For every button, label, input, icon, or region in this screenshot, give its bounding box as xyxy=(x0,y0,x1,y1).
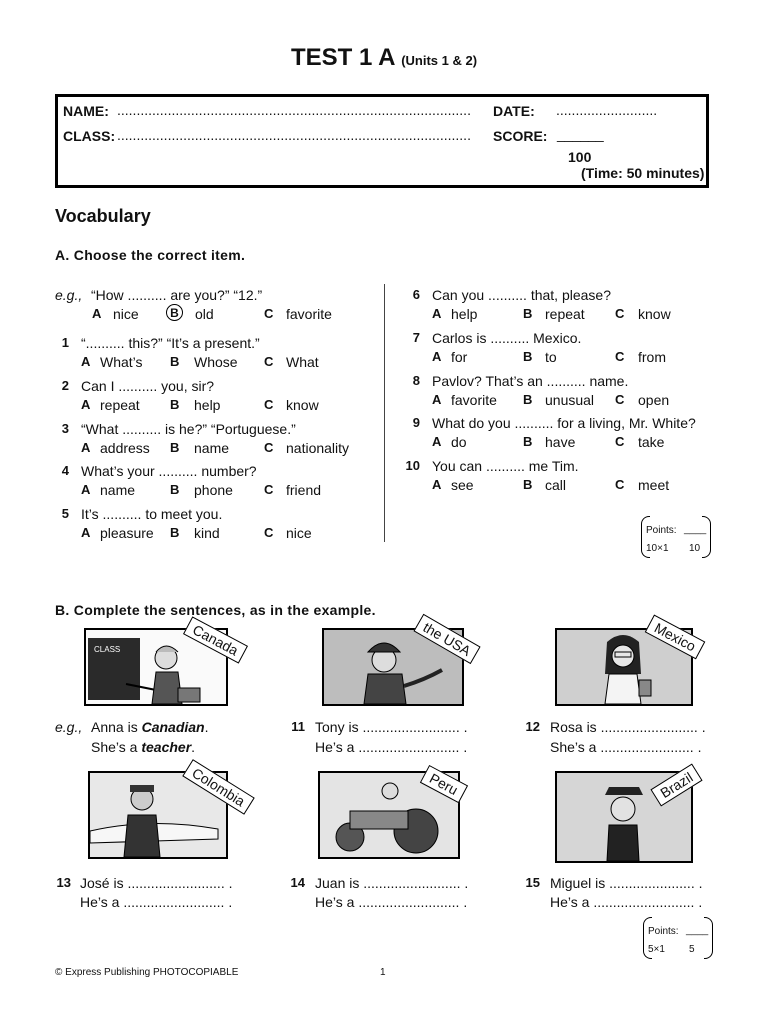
option-letter[interactable]: A xyxy=(432,477,442,492)
column-divider xyxy=(384,284,385,542)
time-limit: (Time: 50 minutes) xyxy=(581,165,705,181)
example-option-b: old xyxy=(195,306,214,322)
option-letter[interactable]: A xyxy=(81,482,91,497)
circled-answer-icon: B xyxy=(166,304,183,321)
sentence-line1[interactable]: Rosa is ......................... . xyxy=(550,719,706,735)
footer-copyright: © Express Publishing PHOTOCOPIABLE xyxy=(55,967,239,978)
option-letter[interactable]: A xyxy=(81,354,91,369)
option-text[interactable]: nationality xyxy=(286,440,350,456)
option-letter[interactable]: B xyxy=(170,354,180,369)
points-label: Points: xyxy=(648,926,679,937)
question-number: 2 xyxy=(61,378,69,393)
points-total: 10 xyxy=(689,543,701,554)
question-text: Can you .......... that, please? xyxy=(432,287,611,303)
question-text: What’s your .......... number? xyxy=(81,463,257,479)
example-option-b-circled xyxy=(166,304,183,322)
option-text[interactable]: kind xyxy=(194,525,220,541)
option-letter[interactable]: B xyxy=(170,482,180,497)
example-b-line2 xyxy=(91,739,195,755)
part-a-heading: A. Choose the correct item. xyxy=(55,247,246,263)
name-label: NAME: xyxy=(63,103,109,119)
question-number: 1 xyxy=(61,335,69,350)
example-option-c: favorite xyxy=(286,306,332,322)
option-text[interactable]: nice xyxy=(286,525,312,541)
points-calc: 5×1 xyxy=(648,944,665,955)
option-text[interactable]: do xyxy=(451,434,467,450)
question-text: Can I .......... you, sir? xyxy=(81,378,215,394)
option-text[interactable]: phone xyxy=(194,482,233,498)
question-number: 5 xyxy=(61,506,69,521)
points-box-a xyxy=(641,516,711,558)
option-letter[interactable]: B xyxy=(523,306,533,321)
country-tag-colombia: Colombia xyxy=(182,759,255,815)
question-number: 7 xyxy=(412,330,420,345)
option-letter[interactable]: B xyxy=(170,525,180,540)
question-number: 15 xyxy=(525,875,540,890)
example-b-line1-end: . xyxy=(204,719,209,735)
footer-page-number: 1 xyxy=(380,967,386,978)
score-label: SCORE: xyxy=(493,128,548,144)
question-number: 12 xyxy=(525,719,540,734)
example-option-a-letter: A xyxy=(92,306,102,321)
section-title: Vocabulary xyxy=(55,206,151,226)
example-question: “How .......... are you?” “12.” xyxy=(91,287,263,303)
option-letter[interactable]: C xyxy=(615,349,625,364)
points-total: 5 xyxy=(689,944,695,955)
part-b-heading: B. Complete the sentences, as in the example. xyxy=(55,602,376,618)
sentence-line2[interactable]: He’s a .......................... . xyxy=(315,739,468,755)
option-letter[interactable]: B xyxy=(523,477,533,492)
option-text[interactable]: Whose xyxy=(194,354,238,370)
points-blank[interactable]: ____ xyxy=(686,925,709,936)
country-tag-brazil: Brazil xyxy=(650,764,702,807)
question-text: “What .......... is he?” “Portuguese.” xyxy=(81,421,296,437)
option-letter[interactable]: B xyxy=(523,349,533,364)
name-field[interactable]: ........................................................................................... xyxy=(117,102,471,118)
option-text[interactable]: know xyxy=(286,397,319,413)
option-text[interactable]: What xyxy=(286,354,319,370)
option-letter[interactable]: A xyxy=(432,434,442,449)
option-text[interactable]: name xyxy=(194,440,230,456)
option-letter[interactable]: B xyxy=(170,397,180,412)
option-letter[interactable]: C xyxy=(615,434,625,449)
question-text: You can .......... me Tim. xyxy=(432,458,579,474)
date-field[interactable]: .......................... xyxy=(556,102,658,118)
sentence-line1[interactable]: Juan is ......................... . xyxy=(315,875,469,891)
sentence-line1[interactable]: Miguel is ...................... . xyxy=(550,875,703,891)
sentence-line1[interactable]: José is ......................... . xyxy=(80,875,233,891)
option-text[interactable]: repeat xyxy=(545,306,585,322)
class-label: CLASS: xyxy=(63,128,116,144)
date-label: DATE: xyxy=(493,103,535,119)
example-b-line2-text: She’s a xyxy=(91,739,142,755)
option-letter[interactable]: A xyxy=(81,440,91,455)
score-total: 100 xyxy=(568,149,592,165)
example-option-c-letter: C xyxy=(264,306,274,321)
example-label: e.g., xyxy=(55,287,83,303)
question-text: What do you .......... for a living, Mr. White? xyxy=(432,415,696,431)
option-letter[interactable]: A xyxy=(81,397,91,412)
option-letter[interactable]: A xyxy=(432,306,442,321)
option-letter[interactable]: A xyxy=(432,349,442,364)
option-letter[interactable]: A xyxy=(81,525,91,540)
score-field[interactable]: ______ xyxy=(557,126,604,142)
country-tag-canada: Canada xyxy=(183,616,248,663)
sentence-line2[interactable]: She’s a ........................ . xyxy=(550,739,702,755)
example-b-line1-text: Anna is xyxy=(91,719,142,735)
question-number: 9 xyxy=(412,415,420,430)
sentence-line2[interactable]: He’s a .......................... . xyxy=(315,894,468,910)
points-box-b xyxy=(643,917,713,959)
question-number: 3 xyxy=(61,421,69,436)
option-letter[interactable]: C xyxy=(264,397,274,412)
option-text[interactable]: address xyxy=(100,440,150,456)
option-letter[interactable]: C xyxy=(615,392,625,407)
country-tag-peru: Peru xyxy=(420,765,468,803)
country-tag-usa: the USA xyxy=(413,614,480,664)
sentence-line2[interactable]: He’s a .......................... . xyxy=(80,894,233,910)
points-label: Points: xyxy=(646,525,677,536)
option-text[interactable]: see xyxy=(451,477,474,493)
question-number: 13 xyxy=(56,875,71,890)
country-tag-mexico: Mexico xyxy=(645,614,706,659)
points-blank[interactable]: ____ xyxy=(684,524,707,535)
option-letter[interactable]: C xyxy=(264,482,274,497)
title-main: TEST 1 A xyxy=(290,44,395,71)
option-text[interactable]: friend xyxy=(286,482,322,498)
points-calc: 10×1 xyxy=(646,543,669,554)
example-b-answer-nationality: Canadian xyxy=(141,719,205,735)
question-number: 6 xyxy=(412,287,420,302)
option-text[interactable]: favorite xyxy=(451,392,497,408)
option-text[interactable]: for xyxy=(451,349,468,365)
example-b-label: e.g., xyxy=(55,719,83,735)
question-text: It’s .......... to meet you. xyxy=(81,506,223,522)
question-number: 4 xyxy=(61,463,69,478)
question-text: Pavlov? That’s an .......... name. xyxy=(432,373,629,389)
option-text[interactable]: pleasure xyxy=(100,525,154,541)
option-text[interactable]: know xyxy=(638,306,671,322)
class-field[interactable]: ........................................................................................... xyxy=(117,127,471,143)
sentence-line2[interactable]: He’s a .......................... . xyxy=(550,894,703,910)
option-text[interactable]: help xyxy=(194,397,221,413)
example-option-a: nice xyxy=(113,306,139,322)
option-text[interactable]: unusual xyxy=(545,392,595,408)
option-letter[interactable]: C xyxy=(264,440,274,455)
option-text[interactable]: open xyxy=(638,392,670,408)
question-number: 10 xyxy=(405,458,420,473)
option-letter[interactable]: C xyxy=(264,525,274,540)
option-text[interactable]: take xyxy=(638,434,665,450)
question-text: Carlos is .......... Mexico. xyxy=(432,330,582,346)
question-text: “.......... this?” “It’s a present.” xyxy=(81,335,260,351)
option-letter[interactable]: C xyxy=(264,354,274,369)
option-text[interactable]: What’s xyxy=(100,354,143,370)
example-b-line2-end: . xyxy=(191,739,196,755)
option-text[interactable]: repeat xyxy=(100,397,140,413)
option-letter[interactable]: B xyxy=(523,392,533,407)
option-letter[interactable]: A xyxy=(432,392,442,407)
option-letter[interactable]: B xyxy=(523,434,533,449)
option-text[interactable]: help xyxy=(451,306,478,322)
question-number: 11 xyxy=(291,719,305,734)
page-title xyxy=(0,44,768,72)
option-text[interactable]: have xyxy=(545,434,576,450)
option-text[interactable]: meet xyxy=(638,477,670,493)
option-text[interactable]: call xyxy=(545,477,567,493)
question-number: 8 xyxy=(412,373,420,388)
option-letter[interactable]: C xyxy=(615,477,625,492)
svg-text:CLASS: CLASS xyxy=(94,645,121,654)
title-sub: (Units 1 & 2) xyxy=(401,53,478,68)
option-text[interactable]: to xyxy=(545,349,557,365)
option-letter[interactable]: C xyxy=(615,306,625,321)
option-text[interactable]: from xyxy=(638,349,666,365)
question-number: 14 xyxy=(290,875,305,890)
sentence-line1[interactable]: Tony is ......................... . xyxy=(315,719,468,735)
example-b-line1 xyxy=(91,719,209,735)
example-b-answer-job: teacher xyxy=(141,739,192,755)
option-text[interactable]: name xyxy=(100,482,136,498)
option-letter[interactable]: B xyxy=(170,440,180,455)
